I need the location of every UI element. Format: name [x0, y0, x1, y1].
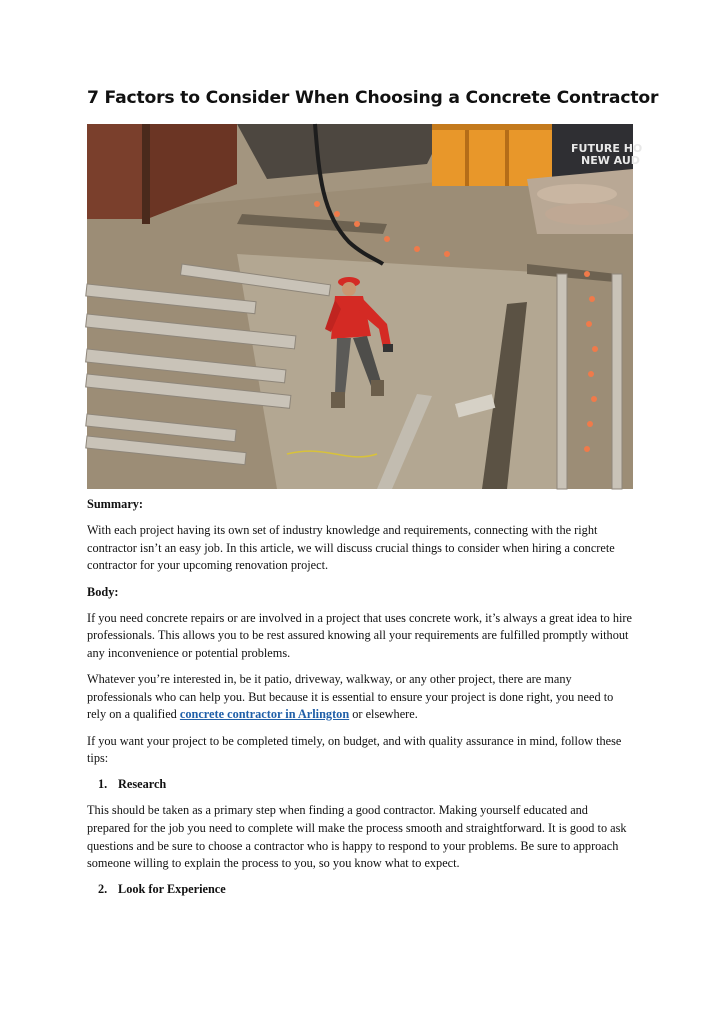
list-item-research [87, 776, 633, 794]
summary-label: Summary: [87, 497, 144, 511]
research-paragraph: This should be taken as a primary step when finding a good contractor. Making yourself educated and prepared for the job you need to complete will make the process smooth and straightforward. It is good to ask questions and be sure to choose a contractor who is happy to respond to your problems. Be sure to approach someone willing to explain the process to you, so you know what to expect. [87, 803, 627, 871]
construction-photo [87, 124, 643, 489]
contractor-link[interactable]: concrete contractor in Arlington [179, 707, 350, 722]
body-paragraph-3: If you want your project to be completed timely, on budget, and with quality assurance in mind, follow these tips: [87, 733, 622, 766]
body-paragraph-2 [87, 671, 633, 724]
body-label: Body: [87, 584, 119, 599]
body-paragraph-1: If you need concrete repairs or are involved in a project that uses concrete work, it’s always a great idea to hire professionals. This allows you to be rest assured knowing all your requirements are fulfilled promptly without any inconvenience or potential problems. [87, 610, 632, 660]
list-number: 1. [98, 777, 108, 792]
body-paragraph-2-end: or elsewhere. [349, 707, 418, 722]
page-title: 7 Factors to Consider When Choosing a Concrete Contractor [87, 88, 659, 108]
list-number: 2. [98, 882, 108, 897]
body-paragraph-2-start: Whatever you’re interested in, be it patio, driveway, walkway, or any other project, there are many professionals who can help you. But because it is essential to ensure your project is done right, you need to rely on a qualified [87, 672, 614, 722]
list-item-experience [87, 881, 633, 899]
sign-line-2: NEW AUD [581, 154, 640, 167]
sign-line-1: FUTURE HO [571, 142, 643, 155]
list-label: Research [118, 777, 167, 792]
summary-text: With each project having its own set of industry knowledge and requirements, connecting with the right contractor isn’t an easy job. In this article, we will discuss crucial things to consider when hiring a concrete contractor for your upcoming renovation project. [87, 523, 615, 573]
list-label: Look for Experience [118, 882, 226, 897]
